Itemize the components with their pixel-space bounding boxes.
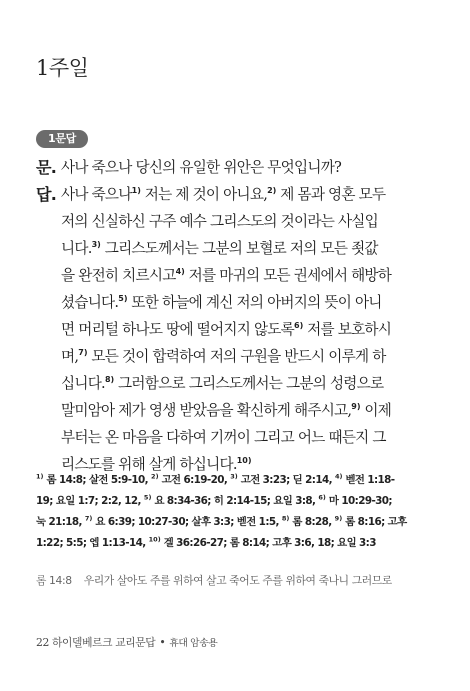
footnote-number: 8) [281, 514, 290, 523]
answer-line [61, 343, 436, 370]
footnote-marker: 10) [236, 456, 252, 466]
answer-text [61, 181, 436, 478]
memory-verse [36, 573, 446, 588]
answer-text-segment: 저를 보호하시 [303, 321, 392, 338]
answer-line [61, 316, 436, 343]
footnote-line [36, 512, 436, 533]
answer-text-segment: 말미암아 제가 영생 받았음을 확신하게 해주시고, [61, 402, 352, 419]
edition-label: 휴대 암송용 [169, 638, 218, 649]
footnote-line [36, 470, 436, 491]
footnote-marker: 1) [131, 186, 141, 196]
footnote-marker: 2) [267, 186, 277, 196]
scripture-reference: 고전 6:19-20, [158, 474, 231, 486]
book-title: 하이델베르크 교리문답 [52, 636, 156, 649]
answer-text-segment: 모든 것이 합력하여 저의 구원을 반드시 이루게 하 [87, 348, 386, 365]
question-label: 문. [36, 158, 57, 177]
footnote-marker: 7) [78, 348, 88, 358]
answer-text-segment: 셨습니다. [61, 294, 119, 311]
answer-text-segment: 면 머리털 하나도 땅에 떨어지지 않도록 [61, 321, 295, 338]
scripture-reference: 1:22; 5:5; 엡 1:13-14, [36, 537, 149, 549]
answer-text-segment: 그러함으로 그리스도께서는 그분의 성령으로 [114, 375, 384, 392]
answer-text-segment: 며, [61, 348, 79, 365]
answer-line [61, 262, 436, 289]
answer-line [61, 370, 436, 397]
answer-line [61, 181, 436, 208]
answer-line [61, 235, 436, 262]
answer-line [61, 424, 436, 451]
question-answer-block [36, 154, 436, 478]
footnote-number: 1) [36, 472, 44, 481]
answer-row [36, 181, 436, 478]
footnote-number: 5) [143, 493, 152, 502]
answer-text-segment: 사나 죽으나 [61, 186, 132, 203]
answer-text-segment: 십니다. [61, 375, 105, 392]
answer-text-segment: 그리스도께서는 그분의 보혈로 저의 모든 죗값 [100, 240, 378, 257]
scripture-reference: 마 10:29-30; [325, 495, 392, 507]
footnote-number: 6) [318, 493, 326, 502]
footnote-number: 4) [334, 472, 343, 481]
footnote-marker: 6) [294, 321, 304, 331]
answer-text-segment: 이제 [360, 402, 392, 419]
answer-text-segment: 니다. [61, 240, 92, 257]
answer-text-segment: 저는 제 것이 아니요, [140, 186, 268, 203]
footnote-number: 3) [230, 472, 238, 481]
scripture-reference: 롬 14:8; 살전 5:9-10, [43, 474, 152, 486]
page-number: 22 [36, 636, 49, 649]
footnote-line [36, 491, 436, 512]
scripture-reference: 벧전 1:18- [342, 474, 395, 486]
footnote-marker: 8) [104, 375, 115, 385]
answer-line [61, 397, 436, 424]
footnote-marker: 5) [118, 294, 128, 304]
week-title: 1주일 [36, 56, 89, 80]
footnote-marker: 4) [175, 267, 185, 277]
scripture-reference: 롬 8:16; 고후 [342, 516, 407, 528]
scripture-reference: 고전 3:23; 딛 2:14, [237, 474, 335, 486]
question-text: 사나 죽으나 당신의 유일한 위안은 무엇입니까? [61, 159, 342, 176]
question-row [36, 154, 436, 181]
footnote-line [36, 533, 436, 554]
footnote-marker: 9) [351, 402, 361, 412]
footnote-number: 2) [151, 472, 159, 481]
scripture-reference: 요 8:34-36; 히 2:14-15; 요일 3:8, [151, 495, 319, 507]
memory-verse-text: 우리가 살아도 주를 위하여 살고 죽어도 주를 위하여 죽나니 그러므로 [83, 574, 392, 587]
answer-text-segment: 제 몸과 영혼 모두 [276, 186, 386, 203]
answer-line [61, 208, 436, 235]
page-footer [36, 635, 217, 650]
answer-text-segment: 저를 마귀의 모든 권세에서 해방하 [184, 267, 392, 284]
answer-label: 답. [36, 185, 57, 204]
footnote-number: 10) [148, 535, 161, 544]
question-number-badge: 1문답 [36, 130, 88, 148]
scripture-reference: 롬 8:28, [289, 516, 335, 528]
answer-text-segment: 리스도를 위해 살게 하십니다. [61, 456, 237, 473]
answer-text-segment: 을 완전히 치르시고 [61, 267, 176, 284]
footnote-number: 7) [84, 514, 93, 523]
answer-text-segment: 부터는 온 마음을 다하여 기꺼이 그리고 어느 때든지 그 [61, 429, 386, 446]
footer-separator: • [159, 636, 166, 649]
answer-text-segment: 저의 신실하신 구주 예수 그리스도의 것이라는 사실입 [61, 213, 378, 230]
answer-text-segment: 또한 하늘에 계신 저의 아버지의 뜻이 아니 [127, 294, 382, 311]
footnote-number: 9) [334, 514, 343, 523]
footnote-references [36, 470, 436, 554]
scripture-reference: 눅 21:18, [36, 516, 85, 528]
scripture-reference: 요 6:39; 10:27-30; 살후 3:3; 벧전 1:5, [92, 516, 282, 528]
answer-line [61, 289, 436, 316]
footnote-marker: 3) [91, 240, 101, 250]
scripture-reference: 겔 36:26-27; 롬 8:14; 고후 3:6, 18; 요일 3:3 [160, 537, 376, 549]
memory-verse-reference: 롬 14:8 [36, 574, 72, 587]
scripture-reference: 19; 요일 1:7; 2:2, 12, [36, 495, 144, 507]
